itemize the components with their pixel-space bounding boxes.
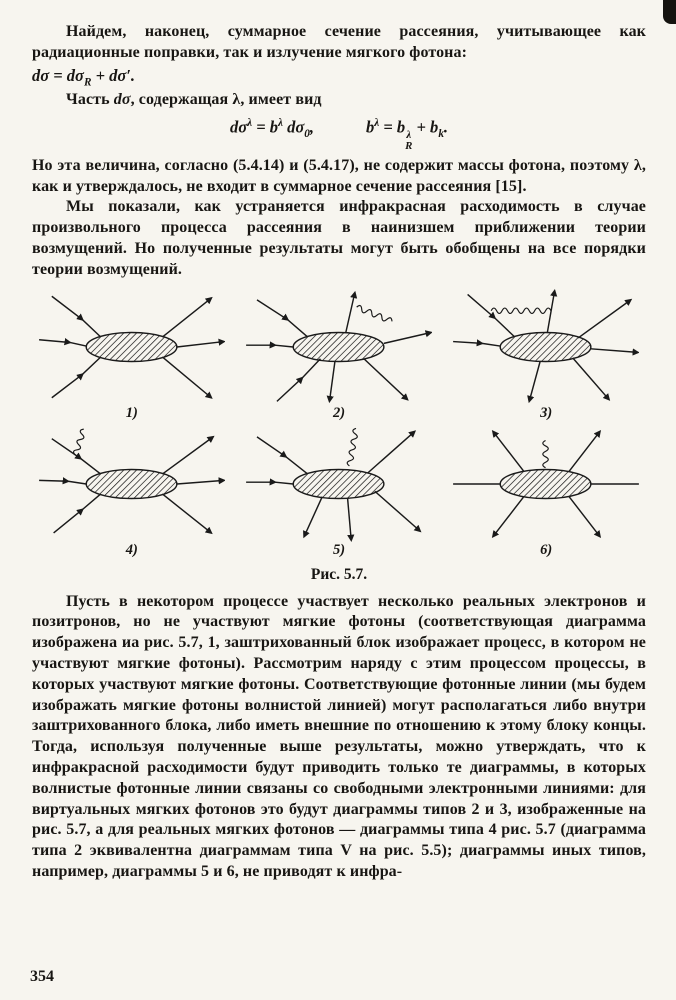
- math-superscript: λ: [278, 117, 283, 130]
- diagram-label-2: 2): [332, 404, 346, 421]
- math-token: dσ = dσ: [32, 65, 84, 85]
- hatched-block: [86, 332, 177, 361]
- figure-caption: Рис. 5.7.: [310, 565, 368, 583]
- inline-formula-dsigma: [32, 65, 646, 90]
- math-subscript: R: [405, 139, 413, 152]
- math-token: + b: [412, 117, 439, 137]
- figure-cell-3: [446, 289, 646, 421]
- display-formula: [32, 116, 646, 151]
- math-subscript: R: [83, 75, 92, 88]
- figure-cell-4: [32, 426, 232, 558]
- math-token: + dσ′.: [91, 65, 135, 85]
- figure-row-1: [32, 289, 646, 421]
- math-token: dσ: [229, 117, 248, 137]
- math-superscript: λ: [374, 117, 380, 130]
- math-subscript: 0: [304, 128, 310, 141]
- diagram-label-1: 1): [125, 404, 138, 421]
- paragraph-1: Найдем, наконец, суммарное сечение рассеяния, учитывающее как радиационные поправки, так и излучение мягкого фотона:: [32, 23, 646, 61]
- photon-wavy-line: [73, 428, 87, 456]
- math-token: ,: [309, 117, 314, 137]
- math-token: = b: [252, 117, 278, 137]
- text-run: Часть: [66, 91, 114, 109]
- diagram-label-3: 3): [540, 404, 553, 421]
- feynman-diagram-3: [453, 289, 639, 405]
- math-token: dσ: [113, 91, 131, 109]
- feynman-diagram-4: [39, 426, 225, 542]
- paragraph-3: Но эта величина, согласно (5.4.14) и (5.4.17), не содержит массы фотона, поэтому λ, как и утверждалось, не входит в суммарное сечение рассеяния [15].: [32, 156, 646, 195]
- text-run: , содержащая λ, имеет вид: [130, 91, 322, 109]
- math-token: b: [366, 117, 375, 137]
- hatched-block: [86, 470, 177, 499]
- figure-row-2: [32, 426, 646, 558]
- photon-wavy-line: [356, 304, 393, 323]
- math-token: = b: [379, 117, 406, 137]
- math-token: .: [443, 117, 449, 137]
- math-token: dσ: [282, 117, 305, 137]
- feynman-diagram-2: [246, 289, 432, 405]
- hatched-block: [293, 332, 384, 361]
- hatched-block: [500, 332, 591, 361]
- feynman-diagram-1: [39, 289, 225, 405]
- paragraph-5: Пусть в некотором процессе участвует несколько реальных электронов и позитронов, но не участвуют мягкие фотоны (соответствующая диаграмма изображена иа рис. 5.7, 1, заштрихованный блок изображает процесс, в котором не участвуют мягкие фотоны). Рассмотрим наряду с этим процессом процессы, в которых участвуют мягкие фотоны. Соответствующие фотонные линии (мы будем изображать мягкие фотоны волнистой линией) могут располагаться либо внутри заштрихованного блока, либо иметь внешние по отношению к этому блоку концы. Тогда, используя полученные выше результаты, можно утверждать, что к инфракрасной расходимости будут приводить только те диаграммы, в которых волнистые фотонные линии связаны со свободными электронными линиями: для виртуальных мягких фотонов это будут диаграммы типов 2 и 3, изображенные на рис. 5.7, а для реальных мягких фотонов — диаграммы типа 4 рис. 5.7 (диаграмма типа 2 эквивалентна диаграммам типа V на рис. 5.5); диаграммы иных типов, например, диаграммы 5 и 6, не приводят к инфра-: [32, 592, 646, 881]
- math-subscript: k: [438, 128, 444, 141]
- feynman-diagram-6: [453, 426, 639, 542]
- hatched-block: [500, 470, 591, 499]
- figure-cell-2: [239, 289, 439, 421]
- feynman-diagram-5: [246, 426, 432, 542]
- figure-5-7: [32, 289, 646, 584]
- photon-wavy-line: [491, 308, 551, 313]
- paragraph-4: Мы показали, как устраняется инфракрасная расходимость в случае произвольного процесса рассеяния в наинизшем приближении теории возмущений. Но полученные результаты могут быть обобщены на все порядки теории возмущений.: [32, 198, 646, 278]
- math-superscript: λ: [247, 117, 253, 130]
- hatched-block: [293, 470, 384, 499]
- paragraph-2: [32, 90, 646, 111]
- scan-artifact: [663, 0, 676, 24]
- diagram-label-6: 6): [540, 542, 553, 559]
- photon-wavy-line: [347, 428, 359, 466]
- figure-cell-6: [446, 426, 646, 558]
- photon-wavy-line: [543, 441, 548, 468]
- diagram-label-5: 5): [332, 542, 346, 559]
- diagram-label-4: 4): [125, 542, 138, 559]
- figure-cell-1: [32, 289, 232, 421]
- figure-cell-5: [239, 426, 439, 558]
- page-number: 354: [30, 968, 54, 985]
- math-superscript: λ: [406, 129, 412, 142]
